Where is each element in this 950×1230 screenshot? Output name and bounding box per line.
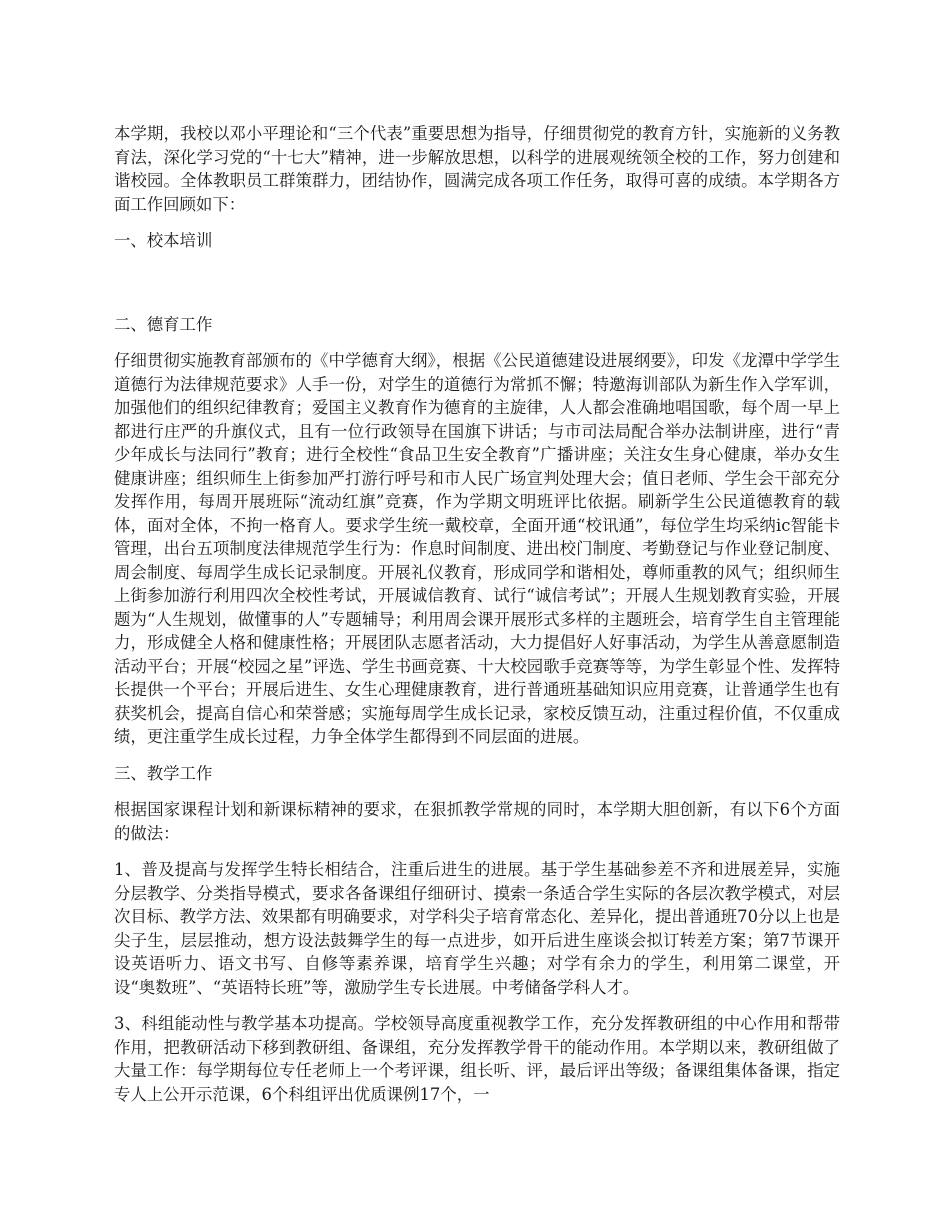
- section-heading-teaching: 三、教学工作: [114, 763, 213, 783]
- section-heading-moral-education: 二、德育工作: [114, 314, 213, 334]
- teaching-intro-paragraph: 根据国家课程计划和新课标精神的要求，在狠抓教学常规的同时，本学期大胆创新，有以下6个方面的做法：: [114, 800, 840, 843]
- teaching-item-3: 3、科组能动性与教学基本功提高。学校领导高度重视教学工作，充分发挥教研组的中心作用和帮带作用，把教研活动下移到教研组、备课组，充分发挥教学骨干的能动作用。本学期以来，教研组做了大量工作：每学期每位专任老师上一个考评课，组长听、评，最后评出等级；备课组集体备课，指定专人上公开示范课，6个科组评出优质课例17个，一: [114, 1014, 840, 1104]
- teaching-item-1: 1、普及提高与发挥学生特长相结合，注重后进生的进展。基于学生基础参差不齐和进展差异，实施分层教学、分类指导模式，要求各备课组仔细研讨、摸索一条适合学生实际的各层次教学模式，对层次目标、教学方法、效果都有明确要求，对学科尖子培育常态化、差异化，提出普通班70分以上也是尖子生，层层推动，想方设法鼓舞学生的每一点进步，如开后进生座谈会拟订转差方案；第7节课开设英语听力、语文书写、自修等素养课，培育学生兴趣；对学有余力的学生，利用第二课堂，开设“奥数班”、“英语特长班”等，激励学生专长进展。中考储备学科人才。: [114, 860, 840, 997]
- moral-education-paragraph: 仔细贯彻实施教育部颁布的《中学德育大纲》，根据《公民道德建设进展纲要》，印发《龙潭中学学生道德行为法律规范要求》人手一份，对学生的道德行为常抓不懈；特邀海训部队为新生作入学军训，加强他们的组织纪律教育；爱国主义教育作为德育的主旋律，人人都会准确地唱国歌，每个周一早上都进行庄严的升旗仪式，且有一位行政领导在国旗下讲话；与市司法局配合举办法制讲座，进行“青少年成长与法同行”教育；进行全校性“食品卫生安全教育”广播讲座；关注女生身心健康，举办女生健康讲座；组织师生上街参加严打游行呼号和市人民广场宣判处理大会；值日老师、学生会干部充分发挥作用，每周开展班际“流动红旗”竞赛，作为学期文明班评比依据。刷新学生公民道德教育的载体，面对全体，不拘一格育人。要求学生统一戴校章，全面开通“校讯通”，每位学生均采纳ic智能卡管理，出台五项制度法律规范学生行为：作息时间制度、进出校门制度、考勤登记与作业登记制度、周会制度、每周学生成长记录制度。开展礼仪教育，形成同学和谐相处，尊师重教的风气；组织师生上街参加游行利用四次全校性考试，开展诚信教育、试行“诚信考试”；开展人生规划教育实验，开展题为“人生规划，做懂事的人”专题辅导；利用周会课开展形式多样的主题班会，培育学生自主管理能力，形成健全人格和健康性格；开展团队志愿者活动，大力提倡好人好事活动，为学生从善意愿制造活动平台；开展“校园之星”评选、学生书画竞赛、十大校园歌手竞赛等等，为学生彰显个性、发挥特长提供一个平台；开展后进生、女生心理健康教育，进行普通班基础知识应用竞赛，让普通学生也有获奖机会，提高自信心和荣誉感；实施每周学生成长记录，家校反馈互动，注重过程价值，不仅重成绩，更注重学生成长过程，力争全体学生都得到不同层面的进展。: [114, 351, 840, 746]
- section-heading-training: 一、校本培训: [114, 231, 213, 250]
- intro-paragraph: 本学期，我校以邓小平理论和“三个代表”重要思想为指导，仔细贯彻党的教育方针，实施新的义务教育法，深化学习党的“十七大”精神，进一步解放思想，以科学的进展观统领全校的工作，努力创建和谐校园。全体教职员工群策群力，团结协作，圆满完成各项工作任务，取得可喜的成绩。本学期各方面工作回顾如下：: [114, 124, 840, 214]
- document-page: [114, 122, 840, 1119]
